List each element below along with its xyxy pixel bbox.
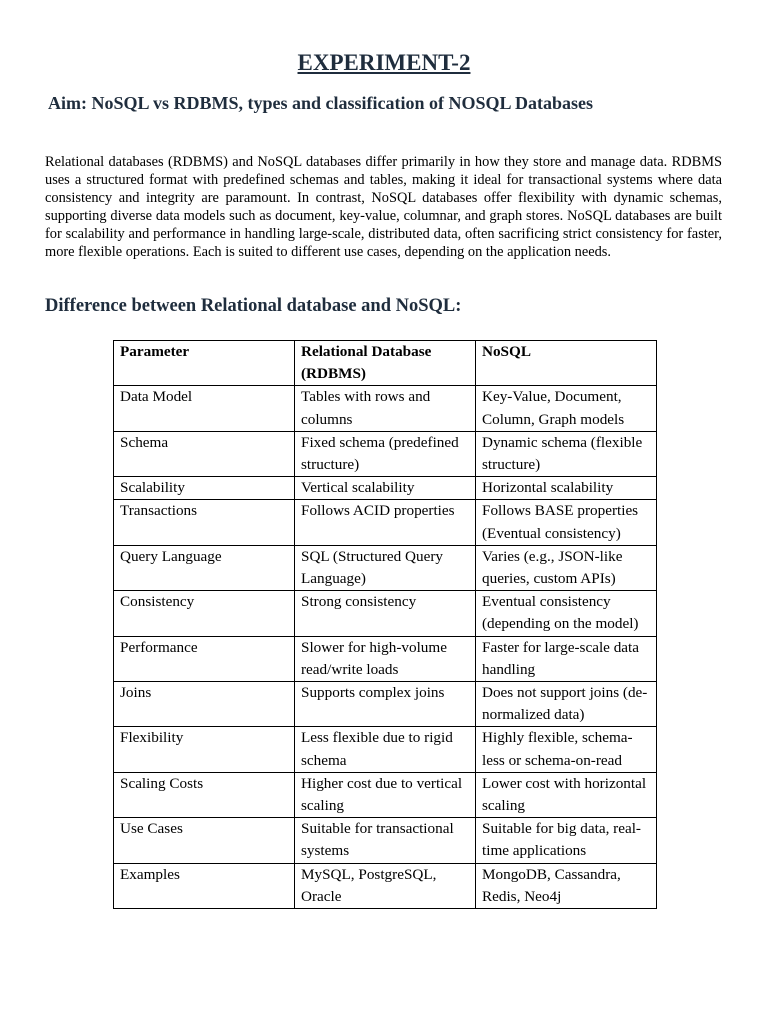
table-cell-rdbms: Follows ACID properties [295,500,476,545]
table-row [114,477,657,500]
document-title: EXPERIMENT-2 [297,50,471,75]
table-cell-nosql: Follows BASE properties (Eventual consistency) [476,500,657,545]
table-cell-nosql: Varies (e.g., JSON-like queries, custom APIs) [476,545,657,590]
header-nosql: NoSQL [476,341,657,386]
table-cell-parameter: Consistency [114,591,295,636]
table-cell-parameter: Joins [114,682,295,727]
table-cell-rdbms: Supports complex joins [295,682,476,727]
table-cell-nosql: Eventual consistency (depending on the model) [476,591,657,636]
table-cell-parameter: Flexibility [114,727,295,772]
table-cell-rdbms: MySQL, PostgreSQL, Oracle [295,863,476,908]
table-cell-nosql: Key-Value, Document, Column, Graph models [476,386,657,431]
table-row [114,636,657,681]
section-heading: Difference between Relational database and NoSQL: [45,296,462,316]
table-cell-rdbms: SQL (Structured Query Language) [295,545,476,590]
table-cell-rdbms: Higher cost due to vertical scaling [295,772,476,817]
table-cell-parameter: Use Cases [114,818,295,863]
table-cell-rdbms: Suitable for transactional systems [295,818,476,863]
table-cell-nosql: MongoDB, Cassandra, Redis, Neo4j [476,863,657,908]
table-cell-nosql: Lower cost with horizontal scaling [476,772,657,817]
table-row [114,591,657,636]
table-header-row [114,341,657,386]
header-rdbms: Relational Database (RDBMS) [295,341,476,386]
table-cell-nosql: Horizontal scalability [476,477,657,500]
table-cell-nosql: Dynamic schema (flexible structure) [476,431,657,476]
table-cell-parameter: Examples [114,863,295,908]
table-cell-rdbms: Fixed schema (predefined structure) [295,431,476,476]
table-cell-nosql: Does not support joins (de-normalized data) [476,682,657,727]
table-cell-rdbms: Tables with rows and columns [295,386,476,431]
table-cell-nosql: Faster for large-scale data handling [476,636,657,681]
table-cell-parameter: Schema [114,431,295,476]
intro-paragraph: Relational databases (RDBMS) and NoSQL databases differ primarily in how they store and manage data. RDBMS uses a structured format with predefined schemas and tables, making it ideal for transactional systems where data consistency and integrity are paramount. In contrast, NoSQL databases offer flexibility with dynamic schemas, supporting diverse data models such as document, key-value, columnar, and graph stores. NoSQL databases are built for scalability and performance in handling large-scale, distributed data, often sacrificing strict consistency for faster, more flexible operations. Each is suited to different use cases, depending on the application needs. [45,154,722,260]
header-parameter: Parameter [114,341,295,386]
table-row [114,500,657,545]
table-cell-parameter: Performance [114,636,295,681]
table-row [114,772,657,817]
comparison-table [113,340,657,909]
aim-heading: Aim: NoSQL vs RDBMS, types and classification of NOSQL Databases [48,93,594,113]
table-cell-parameter: Query Language [114,545,295,590]
table-cell-rdbms: Less flexible due to rigid schema [295,727,476,772]
table-row [114,863,657,908]
table-cell-parameter: Scaling Costs [114,772,295,817]
table-row [114,818,657,863]
table-cell-rdbms: Slower for high-volume read/write loads [295,636,476,681]
table-cell-rdbms: Vertical scalability [295,477,476,500]
table-row [114,682,657,727]
table-row [114,545,657,590]
table-row [114,727,657,772]
table-row [114,431,657,476]
table-row [114,386,657,431]
table-cell-nosql: Suitable for big data, real-time applications [476,818,657,863]
table-cell-parameter: Scalability [114,477,295,500]
table-cell-parameter: Transactions [114,500,295,545]
table-cell-rdbms: Strong consistency [295,591,476,636]
table-cell-parameter: Data Model [114,386,295,431]
table-cell-nosql: Highly flexible, schema-less or schema-on-read [476,727,657,772]
